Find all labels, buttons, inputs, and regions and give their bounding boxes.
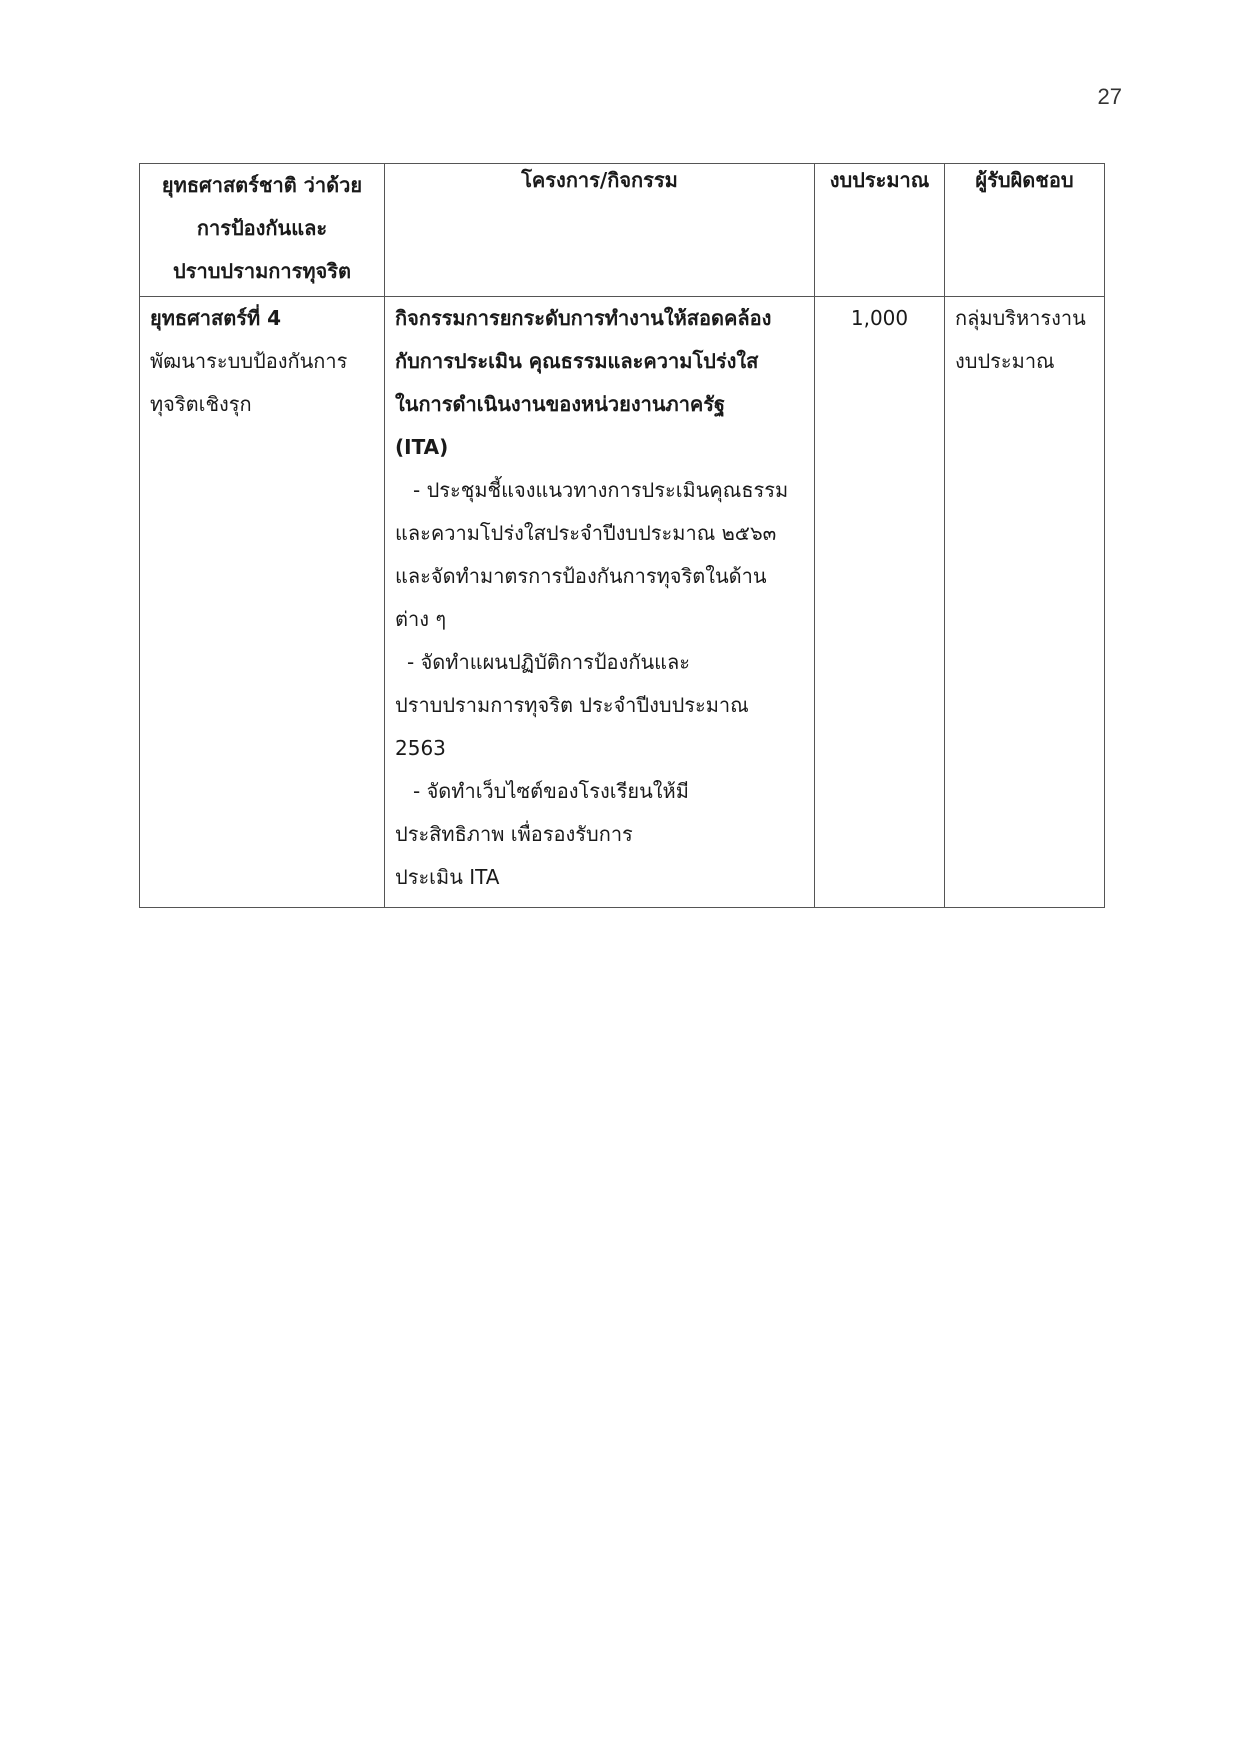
header-strategy-line: ปราบปรามการทุจริต bbox=[173, 259, 351, 283]
project-item-line: - จัดทำเว็บไซต์ของโรงเรียนให้มี bbox=[413, 779, 689, 803]
page-number: 27 bbox=[1097, 84, 1122, 109]
project-title-line: กับการประเมิน คุณธรรมและความโปร่งใส bbox=[395, 349, 759, 373]
owner-line: งบประมาณ bbox=[955, 349, 1055, 373]
project-item-line: ปราบปรามการทุจริต ประจำปีงบประมาณ bbox=[395, 693, 749, 717]
project-title-line: (ITA) bbox=[395, 435, 449, 459]
header-budget: งบประมาณ bbox=[815, 164, 945, 297]
strategy-plan-table bbox=[139, 163, 1105, 908]
project-title-line: ในการดำเนินงานของหน่วยงานภาครัฐ bbox=[395, 392, 726, 416]
project-title-line: กิจกรรมการยกระดับการทำงานให้สอดคล้อง bbox=[395, 306, 772, 330]
project-item-line: และจัดทำมาตรการป้องกันการทุจริตในด้าน bbox=[395, 564, 767, 588]
strategy-title: ยุทธศาสตร์ที่ 4 bbox=[150, 306, 282, 330]
header-owner: ผู้รับผิดชอบ bbox=[945, 164, 1105, 297]
project-item-line: ประเมิน ITA bbox=[395, 865, 500, 889]
owner-line: กลุ่มบริหารงาน bbox=[955, 306, 1086, 330]
table-header-row bbox=[140, 164, 1105, 297]
project-cell bbox=[385, 297, 815, 908]
strategy-cell bbox=[140, 297, 385, 908]
owner-cell bbox=[945, 297, 1105, 908]
header-strategy-line: การป้องกันและ bbox=[196, 216, 328, 240]
header-strategy-line: ยุทธศาสตร์ชาติ ว่าด้วย bbox=[161, 173, 363, 197]
header-project: โครงการ/กิจกรรม bbox=[385, 164, 815, 297]
project-item-line: ประสิทธิภาพ เพื่อรองรับการ bbox=[395, 822, 633, 846]
project-item-line: - จัดทำแผนปฏิบัติการป้องกันและ bbox=[407, 650, 691, 674]
project-item-line: ต่าง ๆ bbox=[395, 607, 447, 631]
table-row bbox=[140, 297, 1105, 908]
header-strategy bbox=[140, 164, 385, 297]
strategy-line: พัฒนาระบบป้องกันการ bbox=[150, 349, 348, 373]
budget-cell bbox=[815, 297, 945, 908]
budget-value: 1,000 bbox=[850, 306, 909, 330]
project-item-line: - ประชุมชี้แจงแนวทางการประเมินคุณธรรม bbox=[413, 478, 789, 502]
project-item-line: 2563 bbox=[395, 736, 446, 760]
project-item-line: และความโปร่งใสประจำปีงบประมาณ ๒๕๖๓ bbox=[395, 521, 777, 545]
strategy-line: ทุจริตเชิงรุก bbox=[150, 392, 252, 416]
